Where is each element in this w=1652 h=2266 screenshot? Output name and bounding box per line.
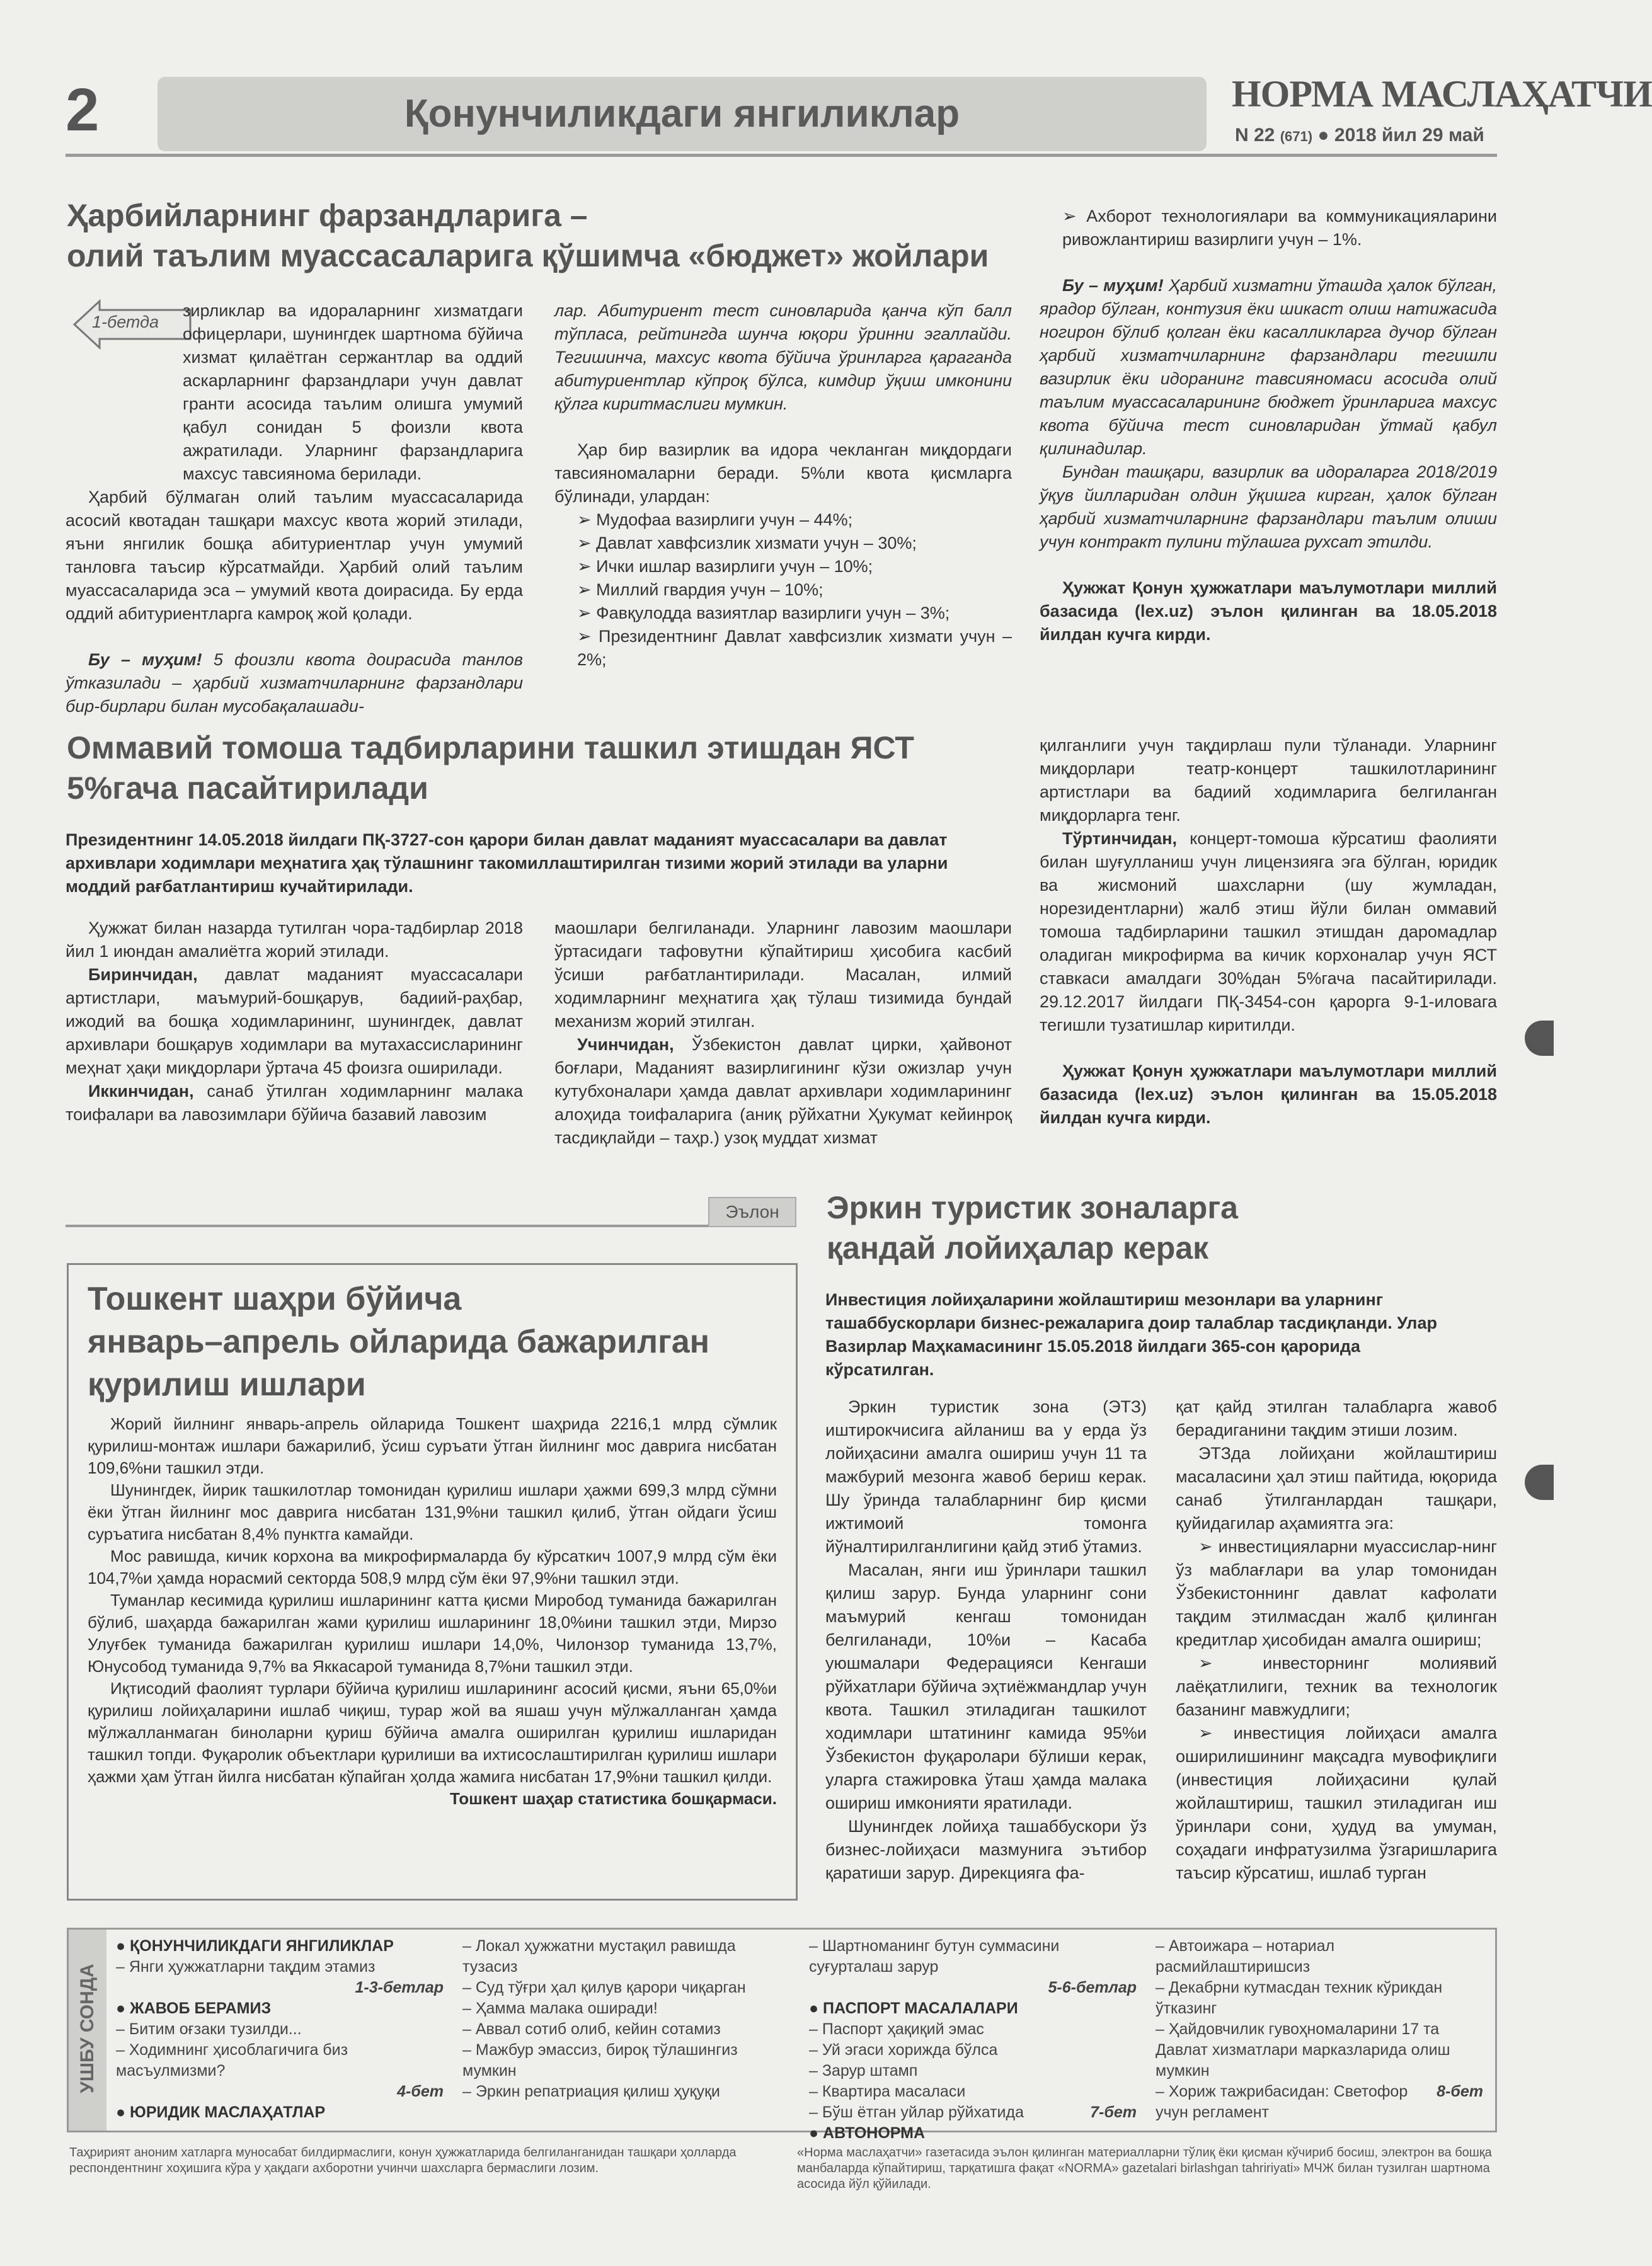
- section-title: Қонунчиликдаги янгиликлар: [404, 92, 960, 135]
- toc-column-1: [116, 1936, 444, 2123]
- toc-item: [1156, 2081, 1483, 2123]
- toc-section-heading: ● АВТОНОРМА: [809, 2124, 926, 2142]
- toc-section-heading: ● ҚОНУНЧИЛИКДАГИ ЯНГИЛИКЛАР: [116, 1937, 394, 1955]
- paper-name: НОРМА МАСЛАҲАТЧИ: [1232, 73, 1652, 115]
- page-header: [0, 0, 1652, 164]
- article-title: Оммавий томоша тадбирларини ташкил этишдан ЯСТ 5%гача пасайтирилади: [67, 730, 914, 806]
- toc-item: – Уй эгаси хорижда бўлса: [809, 2041, 998, 2059]
- announcement-title: Тошкент шаҳри бўйича январь–апрель ойларида бажарилган қурилиш ишлари: [88, 1281, 710, 1403]
- toc-section-heading: ● ПАСПОРТ МАСАЛАЛАРИ: [809, 2000, 1018, 2017]
- announcement-tag: Эълон: [708, 1197, 796, 1227]
- toc-item: – Шартноманинг бутун суммасини суғурталаш зарур: [809, 1937, 1060, 1976]
- toc-item: – Ходимнинг ҳисоблагичига биз масъулмизми?: [116, 2041, 348, 2080]
- toc-item: – Локал ҳужжатни мустақил равишда тузасиз: [462, 1937, 736, 1976]
- toc-section-heading: ● ЖАВОБ БЕРАМИЗ: [116, 2000, 272, 2017]
- announcement-signature: Тошкент шаҳар статистика бошқармаси.: [450, 1789, 777, 1808]
- toc-item-text: – Хориж тажрибасидан: Светофор учун регламент: [1156, 2083, 1408, 2121]
- article-lead: Инвестиция лойиҳаларини жойлаштириш мезонлари ва уларнинг ташаббускорлари бизнес-режаларига доир талаблар тасдиқланди. Улар Вазирлар Маҳкамасининг 15.05.2018 йилдаги 365-сон қарорида кўрсатилган.: [825, 1290, 1437, 1379]
- toc-column-2: [462, 1936, 790, 2102]
- announcement-rule: [66, 1225, 796, 1227]
- construction-stats-box: [67, 1263, 798, 1901]
- toc-item: – Декабрни кутмасдан техник кўрикдан ўтказинг: [1156, 1979, 1443, 2017]
- article-military-quota: [66, 195, 1497, 716]
- page-number: 2: [66, 76, 100, 144]
- section-band: [158, 77, 1207, 151]
- toc-item: – Суд тўғри ҳал қилув қарори чиқарган: [462, 1979, 746, 1996]
- announcement-body: Жорий йилнинг январь-апрель ойларида Тошкент шаҳрида 2216,1 млрд сўмлик қурилиш-монтаж ишлари бажарилиб, ўсиш суръати ўтган йилнинг мос даврига нисбатан 109,6%ни ташкил этди. Шунингдек, йирик ташкилотлар томонидан қурилиш ишлари ҳажми 699,3 млрд сўмни ёки ўтган йилнинг мос даврига нисбатан 131,9%ни ташкил қилиб, ўтган ойдаги ўсиш суръатига нисбатан 8,4% пунктга камайди. Мос равишда, кичик корхона ва микрофирмаларда бу кўрсаткич 1007,9 млрд сўм ёки 104,7%и ҳамда норасмий секторда 508,9 млрд сўм ёки 97,9%ни ташкил этди. Туманлар кесимида қурилиш ишларининг катта қисми Миробод туманида бажарилган бўлиб, шаҳарда бажарилган жами қурилиш ишларининг 18,0%ини ташкил этди, Мирзо Улуғбек туманида бажарилган қурилиш ишлари 14,0%, Чилонзор туманида 13,7%, Юнусобод туманида 9,7% ва Яккасарой туманида 8,7%ни ташкил этди. Иқтисодий фаолият турлари бўйича қурилиш ишларининг асосий қисми, яъни 65,0%и қурилиш лойиҳаларини ишлаб чиқиш, турар жой ва яшаш учун мўлжалланган ҳамда мўлжалланмаган биноларни қуриш бўйича амалга оширилган қурилиш ишларидан ташкил топди. Фуқаролик объектлари қурилиши ва ихтисослаштирилган қурилиш ишлари ҳажми ҳам ўтган йилга нисбатан кўпайган ҳолда жамига нисбатан 17,9%ни ташкил қилди. Тошкент шаҳар статистика бошқармаси.: [88, 1413, 777, 1810]
- issue-date: 2018 йил 29 май: [1334, 125, 1484, 146]
- criteria-list: ➢ инвестицияларни муассислар-нинг ўз маблағлари ва улар томонидан Ўзбекистоннинг давлат кафолати тақдим этилмасдан жалб қилинган кредитлар ҳисобидан амалга ошириш; ➢ инвесторнинг молиявий лаёқатлилиги, техник ва технологик базанинг мавжудлиги; ➢ инвестиция лойиҳаси амалга оширилишининг мақсадга мувофиқлиги (инвестиция лойиҳасини қулай жойлаштириш, ташкил этиладиган иш ўринлари сони, ҳудуд ва умуман, соҳадаги инфратузилма ўзгаришларига таъсир кўрсатиш, ишлаб турган: [1176, 1535, 1497, 1885]
- in-this-issue-box: [67, 1928, 1497, 2142]
- issue-number: N 22: [1235, 125, 1275, 146]
- source-note: Ҳужжат Қонун ҳужжатлари маълумотлари миллий базасида (lex.uz) эълон қилинган ва 15.05.2018 йилдан кучга кирди.: [1040, 1061, 1497, 1127]
- toc-item: – Аввал сотиб олиб, кейин сотамиз: [462, 2020, 721, 2038]
- toc-page-ref: 7-бет: [1090, 2103, 1137, 2121]
- footer-right-note: «Норма маслаҳатчи» газетасида эълон қилинган материалларни тўлиқ ёки қисман кўчириб босиш, электрон ва бошқа манбаларда кўпайтириш, тарқатишга фақат «NORMA» gazetalari birlashgan tahririyati» МЧЖ билан тузилган шартнома асосида йўл қўйилади.: [797, 2146, 1492, 2191]
- arrow-label: 1-бетда: [92, 312, 159, 331]
- toc-item: – Автоижара – нотариал расмийлаштиришсиз: [1156, 1937, 1335, 1976]
- toc-page-ref: 5-6-бетлар: [1048, 1979, 1137, 1996]
- toc-item: – Мажбур эмассиз, бироқ тўлашингиз мумкин: [462, 2041, 738, 2080]
- header-rule: [66, 154, 1497, 157]
- article3-column-1: Эркин туристик зона (ЭТЗ) иштирокчисига айланиш ва у ерда ўз лойиҳасини амалга ошириш учун 11 та мажбурий мезонга жавоб бериш керак. Шу ўринда талабларнинг бир қисми ижтимоий томонга йўналтирилганлигини қайд этиб ўтамиз. Масалан, янги иш ўринлари ташкил қилиш зарур. Бунда уларнинг сони маъмурий кенгаш томонидан белгиланади, 10%и – Касаба уюшмалари Федерацияси Кенгаши рўйхатлари бўйича эҳтиёжмандлар учун квота. Ташкил этиладиган ташкилот ходимлари штатининг камида 95%и Ўзбекистон фуқаролари бўлиши керак, уларга стажировка ўташ ҳамда малака ошириш имконияти яратилади. Шунингдек лойиҳа ташаббускори ўз бизнес-лойиҳаси мазмунига эътибор қаратиши зарур. Дирекцияга фа-: [825, 1397, 1147, 1882]
- toc-column-4: [1156, 1936, 1483, 2123]
- article-lead: Президентнинг 14.05.2018 йилдаги ПҚ-3727-сон қарори билан давлат маданият муассасалари ва давлат архивлари ходимлари меҳнатига ҳақ тўлашнинг такомиллаштирилган тизими жорий этилади ва уларни моддий рағбатлантириш кучайтирилади.: [66, 830, 948, 896]
- article2-column-3: қилганлиги учун тақдирлаш пули тўланади. Уларнинг миқдорлари театр-концерт ташкилотларининг артистлари ва бадиий ходимларига белгиланган миқдорларга тенг. Тўртинчидан, концерт-томоша кўрсатиш фаолияти билан шуғулланиш учун лицензияга эга бўлган, юридик ва жисмоний шахсларни (шу жумладан, норезидентларни) жалб этиш йўли билан оммавий томоша тадбирларини ташкил этишдан даромадлар оладиган микрофирма ва кичик корхоналар учун ЯСТ ставкаси амалдаги 30%дан 5%гача пасайтирилади. 29.12.2017 йилдаги ПҚ-3454-сон қарорга 9-1-иловага тегишли тузатишлар киритилди. Ҳужжат Қонун ҳужжатлари маълумотлари миллий базасида (lex.uz) эълон қилинган ва 15.05.2018 йилдан кучга кирди.: [1040, 734, 1497, 1130]
- source-note: Ҳужжат Қонун ҳужжатлари маълумотлари миллий базасида (lex.uz) эълон қилинган ва 18.05.2018 йилдан кучга кирди.: [1040, 578, 1497, 644]
- toc-item: – Янги ҳужжатларни тақдим этамиз: [116, 1958, 376, 1976]
- toc-side-label-band: [69, 1930, 106, 2131]
- issue-line: [1235, 125, 1484, 146]
- toc-item: – Эркин репатриация қилиш ҳуқуқи: [462, 2083, 720, 2100]
- article-entertainment-tax: [66, 728, 1497, 1169]
- footer-left-note: Таҳририят аноним хатларга муносабат билдирмаслиги, конун ҳужжатларида белгиланганидан ташқари ҳолларда респондентнинг хоҳишига кўра у ҳақдаги ахборотни учинчи шахсларга бермаслиги лозим.: [69, 2146, 737, 2175]
- article1-column-2: лар. Абитуриент тест синовларида қанча кўп балл тўпласа, рейтингда шунча юқори ўринни эгаллайди. Тегишинча, махсус квота бўйича ўринларга қараганда абитуриентлар кўпроқ бўлса, кимдир ўқиш имконини қўлга киритмаслиги мумкин. Ҳар бир вазирлик ва идора чекланган миқдордаги тавсияномаларни беради. 5%ли квота қисмларга бўлинади, улардан: ➢ Мудофаа вазирлиги учун – 44%; ➢ Давлат хавфсизлик хизмати учун – 30%; ➢ Ички ишлар вазирлиги учун – 10%; ➢ Миллий гвардия учун – 10%; ➢ Фавқулодда вазиятлар вазирлиги учун – 3%; ➢ Президентнинг Давлат хавфсизлик хизмати учун – 2%;: [554, 299, 1012, 672]
- toc-page-ref: 4-бет: [397, 2083, 444, 2100]
- toc-item: – Битим оғзаки тузилди...: [116, 2020, 302, 2038]
- toc-page-ref: 1-3-бетлар: [355, 1979, 444, 1996]
- announcement-tag-row: [66, 1197, 796, 1228]
- article-title: Эркин туристик зоналарга қандай лойиҳалар керак: [827, 1190, 1238, 1266]
- toc-item-text: – Бўш ётган уйлар рўйхатида: [809, 2103, 1024, 2121]
- article2-column-1: Ҳужжат билан назарда тутилган чора-тадбирлар 2018 йил 1 июндан амалиётга жорий этилади. Биринчидан, давлат маданият муассасалари артистлари, маъмурий-бошқарув, бадиий-раҳбар, ижодий ва бошқа ходимларининг, шунингдек, давлат архивлари бошқарув ходимлари ва мутахассисларининг меҳнат ҳақи миқдорлари ўртача 45 фоизга оширилади. Иккинчидан, санаб ўтилган ходимларнинг малака тоифалари ва лавозимлари бўйича базавий лавозим: [66, 918, 523, 1124]
- toc-column-3: [809, 1936, 1137, 2144]
- toc-item: – Ҳайдовчилик гувоҳномаларини 17 та Давлат хизматлари марказларида олиш мумкин: [1156, 2020, 1450, 2080]
- article1-column-3: ➢ Ахборот технологиялари ва коммуникацияларини ривожлантириш вазирлиги учун – 1%. Бу – муҳим! Ҳарбий хизматни ўташда ҳалок бўлган, ярадор бўлган, контузия ёки шикаст олиш натижасида ногирон бўлиб қолган ёки касалликларга дучор бўлган ҳарбий хизматчиларнинг фарзандлари тегишли вазирлик ёки идоранинг тавсияномаси асосида олий таълим муассасаларининг бюджет ўринларига махсус квота бўйича тест синовларидан ўтмай қабул қилинадилар. Бундан ташқари, вазирлик ва идораларга 2018/2019 ўқув йилларидан олдин ўқишга кирган, ҳалок бўлган ҳарбий хизматчиларнинг фарзандлари таълим олиши учун контракт пулини тўлашга рухсат этилди. Ҳужжат Қонун ҳужжатлари маълумотлари миллий базасида (lex.uz) эълон қилинган ва 18.05.2018 йилдан кучга кирди.: [1040, 205, 1497, 646]
- article2-column-2: маошлари белгиланади. Уларнинг лавозим маошлари ўртасидаги тафовутни кўпайтириш ҳисобига касбий ўсиши рағбатлантирилади. Масалан, илмий ходимларнинг меҳнатига ҳақ тўлаш тизимида бундай механизм жорий этилган. Учинчидан, Ўзбекистон давлат цирки, ҳайвонот боғлари, Маданият вазирлигининг кўзи ожизлар учун кутубхоналари ҳамда давлат архивлари ходимларининг алоҳида тоифаларига (аниқ рўйхатни Ҳукумат кейинроқ тасдиқлайди – таҳр.) узоқ муддат хизмат: [554, 918, 1012, 1147]
- bullet-dot: ●: [1317, 125, 1334, 146]
- binder-hole: [1525, 1021, 1554, 1056]
- issue-seq: (671): [1280, 129, 1313, 144]
- toc-item: [809, 2102, 1137, 2123]
- binder-hole: [1525, 1465, 1554, 1500]
- toc-section-heading: ● ЮРИДИК МАСЛАҲАТЛАР: [116, 2103, 326, 2121]
- article-title: Ҳарбийларнинг фарзандларига – олий таълим муассасаларига қўшимча «бюджет» жойлари: [67, 198, 989, 273]
- toc-page-ref: 8-бет: [1437, 2083, 1483, 2100]
- article3-column-2: қат қайд этилган талабларга жавоб берадиганини тақдим этиши лозим. ЭТЗда лойиҳани жойлаштириш масаласини ҳал этиш пайтида, юқорида санаб ўтилганлардан ташқари, қуйидагилар аҳамиятга эга: ➢ инвестицияларни муассислар-нинг ўз маблағлари ва улар томонидан Ўзбекистоннинг давлат кафолати тақдим этилмасдан жалб қилинган кредитлар ҳисобидан амалга ошириш; ➢ инвесторнинг молиявий лаёқатлилиги, техник ва технологик базанинг мавжудлиги; ➢ инвестиция лойиҳаси амалга оширилишининг мақсадга мувофиқлиги (инвестиция лойиҳасини қулай жойлаштириш, ташкил этиладиган иш ўринлари сони, ҳудуд ва умуман, соҳадаги инфратузилма ўзгаришларига таъсир кўрсатиш, ишлаб турган: [1176, 1395, 1497, 1885]
- quota-list: ➢ Мудофаа вазирлиги учун – 44%; ➢ Давлат хавфсизлик хизмати учун – 30%; ➢ Ички ишлар вазирлиги учун – 10%; ➢ Миллий гвардия учун – 10%; ➢ Фавқулодда вазиятлар вазирлиги учун – 3%; ➢ Президентнинг Давлат хавфсизлик хизмати учун – 2%;: [554, 508, 1012, 672]
- toc-item: – Ҳамма малака оширади!: [462, 2000, 658, 2017]
- toc-item: – Паспорт ҳақиқий эмас: [809, 2020, 984, 2038]
- toc-item: – Квартира масалаcи: [809, 2083, 966, 2100]
- toc-item: – Зарур штамп: [809, 2062, 918, 2080]
- article-tourist-zones: [825, 1187, 1497, 1906]
- article1-column-1: зирликлар ва идораларнинг хизматдаги офицерлари, шунингдек шартнома бўйича хизмат қилаётган сержантлар ва оддий аскарларнинг фарзандлари учун давлат гранти асосида таълим олишга умумий қабул сонидан 5 фоизли квота ажратилади. Уларнинг фарзандларига махсус тавсиянома берилади. Ҳарбий бўлмаган олий таълим муассасаларида асосий квотадан ташқари махсус квота жорий этилади, яъни янгилик бошқа абитуриентлар учун умумий танловга таъсир кўрсатмайди. Ҳарбий олий таълим муассасаларида эса – умумий квота доирасида. Бу ерда оддий абитуриентларга камроқ жой қолади. Бу – муҳим! 5 фоизли квота доирасида танлов ўтказилади – ҳарбий хизматчиларнинг фарзандлари бир-бирлари билан мусобақалашади-: [66, 301, 523, 716]
- toc-side-label: УШБУ СОНДА: [77, 1964, 98, 2093]
